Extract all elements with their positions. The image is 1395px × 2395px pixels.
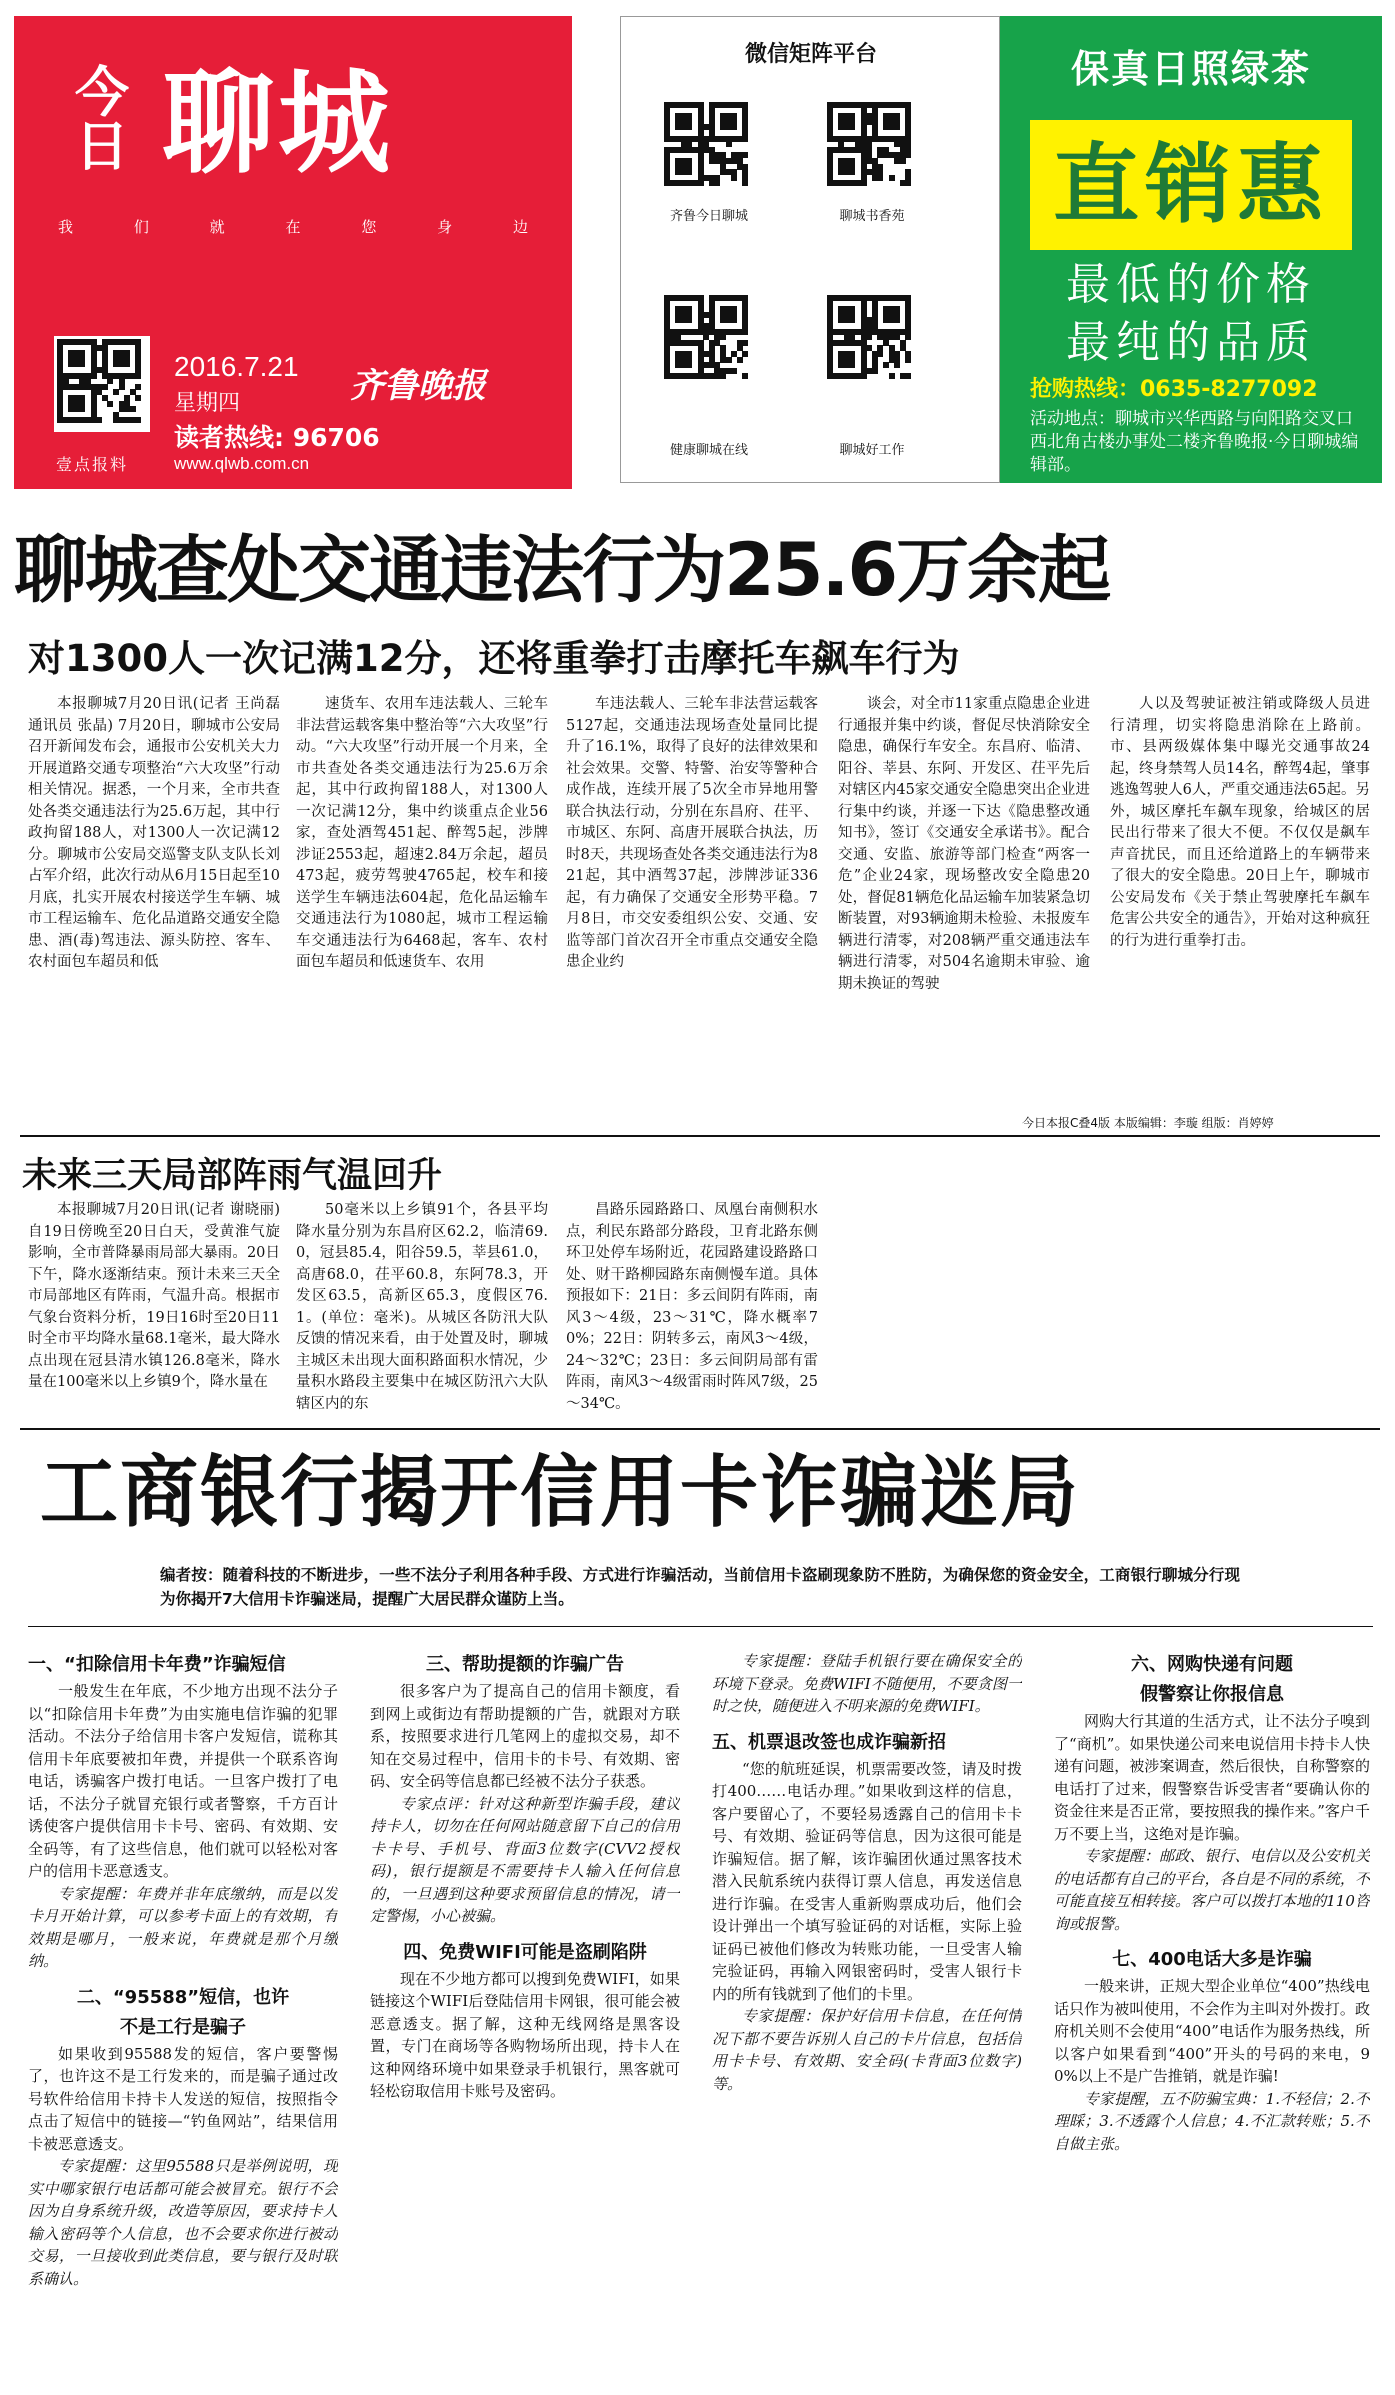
- story-column: 本报聊城7月20日讯(记者 谢晓丽) 自19日傍晚至20日白天，受黄淮气旋影响，全市普降暴雨局部大暴雨。20日下午，降水逐渐结束。预计未来三天全市局部地区有阵雨，气温升高。根据市气象台资料分析，19日16时至20日11时全市平均降水量68.1毫米，最大降水点出现在冠县清水镇126.8毫米，降水量在100毫米以上乡镇9个，降水量在: [28, 1202, 280, 1390]
- qr-module: [872, 368, 878, 374]
- divider: [28, 1626, 1373, 1627]
- qr-module: [124, 361, 130, 367]
- qr-code-icon[interactable]: [824, 99, 920, 195]
- qr-module: [79, 406, 85, 412]
- headline-weather: 未来三天局部阵雨气温回升: [22, 1156, 443, 1196]
- story-column: 三、帮助提额的诈骗广告 很多客户为了提高自己的信用卡额度，看到网上或街边有帮助提额的广告，就跟对方联系，按照要求进行几笔网上的虚拟交易，却不知在交易过程中，信用卡的卡号、有效期、密码、安全码等信息都已经被不法分子获悉。 专家点评：针对这种新型诈骗手段，建议持卡人，切勿在任何网站随意留下自己的信用卡卡号、手机号、背面3位数字(CVV2授权码)，银行提额是不需要持卡人输入任何信息的，一旦遇到这种要求预留信息的情况，请一定警惕，小心被骗。 四、免费WIFI可能是盗刷陷阱 现在不少地方都可以搜到免费WIFI，如果链接这个WIFI后登陆信用卡网银，很可能会被恶意透支。据了解，这种无线网络是黑客设置，专门在商场等各购物场所出现，持卡人在这种网络环境中如果登录手机银行，黑客就可轻松窃取信用卡账号及密码。: [370, 1650, 680, 2385]
- qr-module: [726, 357, 732, 363]
- ad-highlight: 直销惠: [1030, 120, 1352, 250]
- story-column: 专家提醒：登陆手机银行要在确保安全的环境下登录。免费WIFI不随便用，不要贪图一时之快，随便进入不明来源的免费WIFI。 五、机票退改签也成诈骗新招 “您的航班延误，机票需要改签，请及时拨打400……电话办理。”如果收到这样的信息，客户要留心了，不要轻易透露自己的信用卡卡号、有效期、验证码等信息，因为这很可能是诈骗短信。据了解，该诈骗团伙通过黑客技术潜入民航系统内获得订票人信息，再发送信息进行诈骗。在受害人重新购票成功后，他们会设计弹出一个填写验证码的对话框，实际上验证码已被他们修改为转账功能，一旦受害人输完验证码，再输入网银密码时，受害人银行卡内的所有钱就到了他们的卡里。 专家提醒：保护好信用卡信息，在任何情况下都不要告诉别人自己的卡片信息，包括信用卡卡号、有效期、安全码(卡背面3位数字)等。: [712, 1652, 1022, 2093]
- section-title: 不是工行是骗子: [120, 2016, 246, 2038]
- divider: [20, 1135, 1380, 1137]
- qr-module: [894, 124, 900, 130]
- masthead-slogan: 我 们 就 在 您 身 边: [58, 218, 528, 236]
- story-column: 昌路乐园路路口、凤凰台南侧积水点，利民东路部分路段，卫育北路东侧环卫处停车场附近，花园路建设路路口处、财干路柳园路东南侧慢车道。具体预报如下：21日：多云间阴有阵雨，南风3～4级，23～31℃，降水概率70%；22日：阴转多云，南风3～4级，24～32℃；23日：多云间阴局部有雷阵雨，南风3～4级雷雨时阵风7级，25～34℃。: [566, 1202, 818, 1412]
- brand-logo: 齐鲁晚报: [350, 366, 486, 406]
- qr-module: [720, 373, 726, 379]
- blank-space: [832, 1195, 1380, 1420]
- qr-code-icon[interactable]: [824, 292, 920, 388]
- qr-module: [135, 384, 141, 390]
- qr-module: [731, 124, 737, 130]
- qr-module: [731, 368, 737, 374]
- section-title: 七、400电话大多是诈骗: [1112, 1949, 1312, 1970]
- ad-title: 保真日照绿茶: [1070, 47, 1311, 91]
- qr-module: [686, 169, 692, 175]
- qr-module: [742, 180, 748, 186]
- qr-module: [861, 373, 867, 379]
- qr-code-icon[interactable]: [661, 99, 757, 195]
- qr-module: [686, 317, 692, 323]
- story-column: 本报聊城7月20日讯(记者 王尚磊 通讯员 张晶) 7月20日，聊城市公安局召开新闻发布会，通报市公安机关大力开展道路交通专项整治“六大攻坚”行动相关情况。据悉，一个月来，全市共查处各类交通违法行为25.6万起，其中行政拘留188人，对1300人一次记满12分。聊城市公安局交巡警支队支队长刘占军介绍，此次行动从6月15日起至10月底，扎实开展农村接送学生车辆、城市工程运输车、危化品道路交通安全隐患、酒(毒)驾违法、源头防控、客车、农村面包车超员和低: [28, 696, 280, 970]
- qr-module: [107, 401, 113, 407]
- qr-module: [119, 384, 125, 390]
- editor-note: 编者按：随着科技的不断进步，一些不法分子利用各种手段、方式进行诈骗活动，当前信用卡盗刷现象防不胜防，为确保您的资金安全，工商银行聊城分行现为你揭开7大信用卡诈骗迷局，提醒广大居民群众谨防上当。: [160, 1566, 1240, 1608]
- qr-module: [107, 378, 113, 384]
- qr-module: [849, 362, 855, 368]
- ad-slogan: 最纯的品质: [1066, 317, 1316, 368]
- qr-module: [877, 351, 883, 357]
- reader-hotline: 读者热线: 96706: [174, 423, 380, 452]
- qr-module: [849, 124, 855, 130]
- website[interactable]: www.qlwb.com.cn: [174, 454, 310, 473]
- qr-module: [135, 395, 141, 401]
- story-column: 50毫米以上乡镇91个，各县平均降水量分别为东昌府区62.2，临清69.0，冠县85.4，阳谷59.5，莘县61.0，高唐68.0，茌平60.8，东阿78.3，开发区63.5，高新区65.3，度假区76.1。(单位：毫米)。从城区各防汛大队反馈的情况来看，由于处置及时，聊城主城区未出现大面积路面积水情况，少量积水路段主要集中在城区防汛六大队辖区内的东: [296, 1202, 548, 1412]
- qr-module: [686, 124, 692, 130]
- qr-module: [849, 317, 855, 323]
- qr-module: [91, 373, 97, 379]
- wechat-label: 健康聊城在线: [669, 443, 748, 458]
- qr-module: [742, 340, 748, 346]
- qr-module: [905, 357, 911, 363]
- section-title: 三、帮助提额的诈骗广告: [426, 1654, 624, 1675]
- qr-module: [905, 334, 911, 340]
- wechat-title: 微信矩阵平台: [744, 42, 877, 67]
- issue-date: 2016.7.21: [174, 351, 299, 382]
- section-title: 四、免费WIFI可能是盗刷陷阱: [403, 1941, 647, 1963]
- headline-traffic: 聊城查处交通违法行为25.6万余起: [14, 528, 1110, 613]
- qr-module: [742, 351, 748, 357]
- qr-module: [737, 357, 743, 363]
- ad-address: 活动地点：聊城市兴华西路与向阳路交叉口西北角古楼办事处二楼齐鲁晚报·今日聊城编辑部。: [1030, 409, 1359, 475]
- section-title: 假警察让你报信息: [1140, 1684, 1284, 1705]
- wechat-label: 聊城好工作: [839, 443, 905, 458]
- qr-module: [889, 373, 895, 379]
- qr-module: [849, 169, 855, 175]
- qr-module: [714, 180, 720, 186]
- qr-code-icon[interactable]: [54, 336, 150, 432]
- story-column: 六、网购快递有问题 假警察让你报信息 网购大行其道的生活方式，让不法分子嗅到了“商机”。如果快递公司来电说信用卡持卡人快递有问题，被涉案调查，然后很快，自称警察的电话打了过来，假警察告诉受害者“要确认你的资金往来是否正常，要按照我的操作来。”客户千万不要上当，这绝对是诈骗。 专家提醒：邮政、银行、电信以及公安机关的电话都有自己的平台，各自是不同的系统，不可能直接互相转接。客户可以拨打本地的110咨询或报警。 七、400电话大多是诈骗 一般来讲，正规大型企业单位“400”热线电话只作为被叫使用，不会作为主叫对外拨打。政府机关则不会使用“400”电话作为服务热线，所以客户如果看到“400”开头的号码的来电，90%以上不是广告推销，就是诈骗! 专家提醒，五不防骗宝典：1.不轻信；2.不理睬；3.不透露个人信息；4.不汇款转账；5.不自做主张。: [1054, 1650, 1370, 2385]
- qr-module: [130, 406, 136, 412]
- qr-module: [894, 317, 900, 323]
- headline-icbc: 工商银行揭开信用卡诈骗迷局: [40, 1448, 1081, 1538]
- ad-hotline: 抢购热线：0635-8277092: [1030, 377, 1318, 402]
- wechat-panel: [620, 16, 1000, 483]
- qr-module: [96, 417, 102, 423]
- story-column: 一、“扣除信用卡年费”诈骗短信 一般发生在年底，不少地方出现不法分子以“扣除信用卡年费”为由实施电信诈骗的犯罪活动。不法分子给信用卡客户发短信，谎称其信用卡年底要被扣年费，并提供一个联系咨询电话，诱骗客户拨打电话。一旦客户拨打了电话，不法分子就冒充银行或者警察，千方百计诱使客户提供信用卡卡号、密码、有效期、安全码等，有了这些信息，他们就可以轻松对客户的信用卡恶意透支。 专家提醒：年费并非年底缴纳，而是以发卡月开始计算，可以参考卡面上的有效期，有效期是哪月，一般来说，年费就是那个月缴纳。 二、“95588”短信，也许 不是工行是骗子 如果收到95588发的短信，客户要警惕了，也许这不是工行发来的，而是骗子通过改号软件给信用卡持卡人发送的短信，按照指令点击了短信中的链接—“钓鱼网站”，结果信用卡被恶意透支。 专家提醒：这里95588只是举例说明，现实中哪家银行电话都可能会被冒充。银行不会因为自身系统升级，改造等原因，要求持卡人输入密码等个人信息，也不会要求你进行被动交易，一旦接收到此类信息，要与银行及时联系确认。: [28, 1650, 338, 2385]
- qr-module: [726, 141, 732, 147]
- qr-module: [883, 362, 889, 368]
- issue-weekday: 星期四: [174, 391, 241, 416]
- qr-module: [742, 136, 748, 142]
- qr-module: [79, 361, 85, 367]
- divider: [20, 1428, 1380, 1430]
- qr-module: [889, 175, 895, 181]
- qr-module: [861, 180, 867, 186]
- wechat-label: 齐鲁今日聊城: [669, 209, 748, 224]
- qr-module: [113, 389, 119, 395]
- qr-module: [742, 329, 748, 335]
- story-column: 谈会，对全市11家重点隐患企业进行通报并集中约谈，督促尽快消除安全隐患，确保行车安全。东昌府、临清、阳谷、莘县、东阿、开发区、茌平先后对辖区内45家交通安全隐患突出企业进行集中约谈，并逐一下达《隐患整改通知书》，签订《交通安全承诺书》。配合交通、安监、旅游等部门检查“两客一危”企业24家，现场整改安全隐患20处，督促81辆危化品运输车加装紧急切断装置，对93辆逾期未检验、未报废车辆进行清零，对208辆严重交通违法车辆进行清零，对504名逾期未审验、逾期未换证的驾驶: [838, 696, 1090, 992]
- subheadline-traffic: 对1300人一次记满12分，还将重拳打击摩托车飙车行为: [28, 637, 960, 680]
- qr-module: [731, 175, 737, 181]
- qr-code-icon[interactable]: [661, 292, 757, 388]
- qr-module: [135, 417, 141, 423]
- story-column: 车违法载人、三轮车非法营运载客5127起，交通违法现场查处量同比提升了16.1%，取得了良好的法律效果和社会效果。交警、特警、治安等警种合成作战，连续开展了5次全市异地用警联合执法行动，分别在东昌府、茌平、市城区、东阿、高唐开展联合执法，历时8天，共现场查处各类交通违法行为821起，其中酒驾37起，涉牌涉证336起，有力确保了交通安全形势平稳。7月8日，市交安委组织公安、交通、安监等部门首次召开全市重点交通安全隐患企业约: [566, 696, 818, 970]
- section-title: 二、“95588”短信，也许: [76, 1986, 290, 2008]
- wechat-label: 聊城书香苑: [839, 209, 905, 224]
- section-title: 六、网购快递有问题: [1131, 1654, 1293, 1675]
- qr-module: [742, 373, 748, 379]
- masthead: [14, 16, 572, 489]
- qr-module: [866, 334, 872, 340]
- masthead-title: 聊城: [162, 59, 394, 189]
- qr-module: [686, 362, 692, 368]
- qr-module: [905, 180, 911, 186]
- qr-module: [905, 152, 911, 158]
- qr-label: 壹点报料: [56, 455, 129, 474]
- qr-module: [135, 373, 141, 379]
- tea-advert: [1000, 16, 1382, 483]
- qr-module: [102, 384, 108, 390]
- qr-module: [900, 158, 906, 164]
- qr-module: [720, 334, 726, 340]
- section-title: 一、“扣除信用卡年费”诈骗短信: [28, 1654, 286, 1675]
- qr-module: [877, 175, 883, 181]
- qr-module: [731, 317, 737, 323]
- page-credit: 今日本报C叠4版 本版编辑：李璇 组版：肖婷婷: [1022, 1116, 1274, 1130]
- qr-module: [894, 362, 900, 368]
- section-title: 五、机票退改签也成诈骗新招: [712, 1731, 946, 1753]
- story-column: 人以及驾驶证被注销或降级人员进行清理，切实将隐患消除在上路前。市、县两级媒体集中曝光交通事故24起，终身禁驾人员14名，醉驾4起，肇事逃逸驾驶人6人，严重交通违法65起。另外，城区摩托车飙车现象，给城区的居民出行带来了很大不便。不仅仅是飙车声音扰民，而且还给道路上的车辆带来了很大的安全隐患。20日上午，聊城市公安局发布《关于禁止驾驶摩托车飙车危害公共安全的通告》，开始对这种疯狂的行为进行重拳打击。: [1110, 696, 1370, 949]
- qr-module: [905, 373, 911, 379]
- qr-module: [698, 180, 704, 186]
- ad-slogan: 最低的价格: [1066, 259, 1316, 310]
- story-column: 速货车、农用车违法载人、三轮车非法营运载客集中整治等“六大攻坚”行动。“六大攻坚”行动开展一个月来，全市共查处各类交通违法行为25.6万余起，其中行政拘留188人，对1300人一次记满12分，集中约谈重点企业56家，查处酒驾451起、醉驾5起，涉牌涉证2553起，超速2.84万余起，超员473起，疲劳驾驶4765起，校车和接送学生车辆违法604起，危化品运输车交通违法行为1080起，城市工程运输车交通违法行为6468起，客车、农村面包车超员和低速货车、农用: [296, 696, 548, 970]
- logo-mark: 今 日: [75, 61, 129, 178]
- qr-module: [742, 152, 748, 158]
